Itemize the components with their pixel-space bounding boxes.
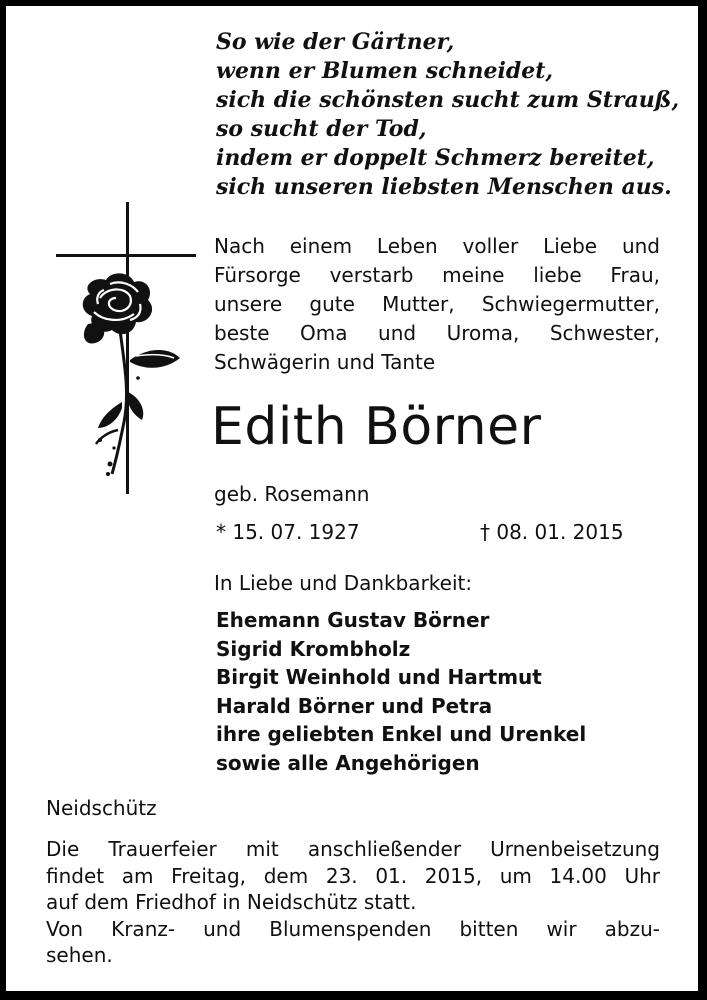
intro-line: unsere gute Mutter, Schwiegermutter, bbox=[214, 292, 660, 316]
poem-line: So wie der Gärtner, bbox=[216, 29, 455, 55]
notice-line: sehen. bbox=[46, 943, 113, 967]
mourner: sowie alle Angehörigen bbox=[216, 750, 480, 775]
intro-line: Schwägerin und Tante bbox=[214, 350, 436, 374]
poem-line: so sucht der Tod, bbox=[216, 116, 427, 142]
death-date: † 08. 01. 2015 bbox=[480, 520, 624, 544]
intro-text bbox=[214, 232, 660, 377]
notice-line: auf dem Friedhof in Neidschütz statt. bbox=[46, 890, 417, 914]
mourners-list bbox=[216, 606, 656, 777]
birth-date: * 15. 07. 1927 bbox=[216, 520, 360, 544]
intro-line: beste Oma und Uroma, Schwester, bbox=[214, 321, 660, 345]
poem-line: sich unseren liebsten Menschen aus. bbox=[216, 174, 672, 200]
notice-line: findet am Freitag, dem 23. 01. 2015, um 14.00 Uhr bbox=[46, 863, 660, 888]
poem bbox=[216, 28, 686, 202]
funeral-notice bbox=[46, 836, 660, 969]
poem-line: sich die schönsten sucht zum Strauß, bbox=[216, 87, 680, 113]
mourner: Ehemann Gustav Börner bbox=[216, 608, 490, 632]
intro-line: Fürsorge verstarb meine liebe Frau, bbox=[214, 263, 660, 287]
poem-line: wenn er Blumen schneidet, bbox=[216, 58, 554, 84]
mourner: ihre geliebten Enkel und Urenkel bbox=[216, 722, 587, 746]
notice-line: Die Trauerfeier mit anschließender Urnenbeisetzung bbox=[46, 837, 660, 861]
intro-line: Nach einem Leben voller Liebe und bbox=[214, 234, 660, 258]
thanks-line: In Liebe und Dankbarkeit: bbox=[214, 571, 473, 595]
mourner: Sigrid Krombholz bbox=[216, 636, 411, 661]
cross-with-rose-icon bbox=[50, 202, 210, 506]
obituary-notice bbox=[6, 6, 698, 991]
birth-name: geb. Rosemann bbox=[214, 482, 370, 506]
notice-line: Von Kranz- und Blumenspenden bitten wir abzu- bbox=[46, 916, 660, 941]
poem-line: indem er doppelt Schmerz bereitet, bbox=[216, 145, 655, 171]
deceased-name: Edith Börner bbox=[211, 397, 542, 457]
mourner: Harald Börner und Petra bbox=[216, 693, 493, 718]
mourner: Birgit Weinhold und Hartmut bbox=[216, 665, 542, 689]
place-name: Neidschütz bbox=[46, 796, 157, 820]
